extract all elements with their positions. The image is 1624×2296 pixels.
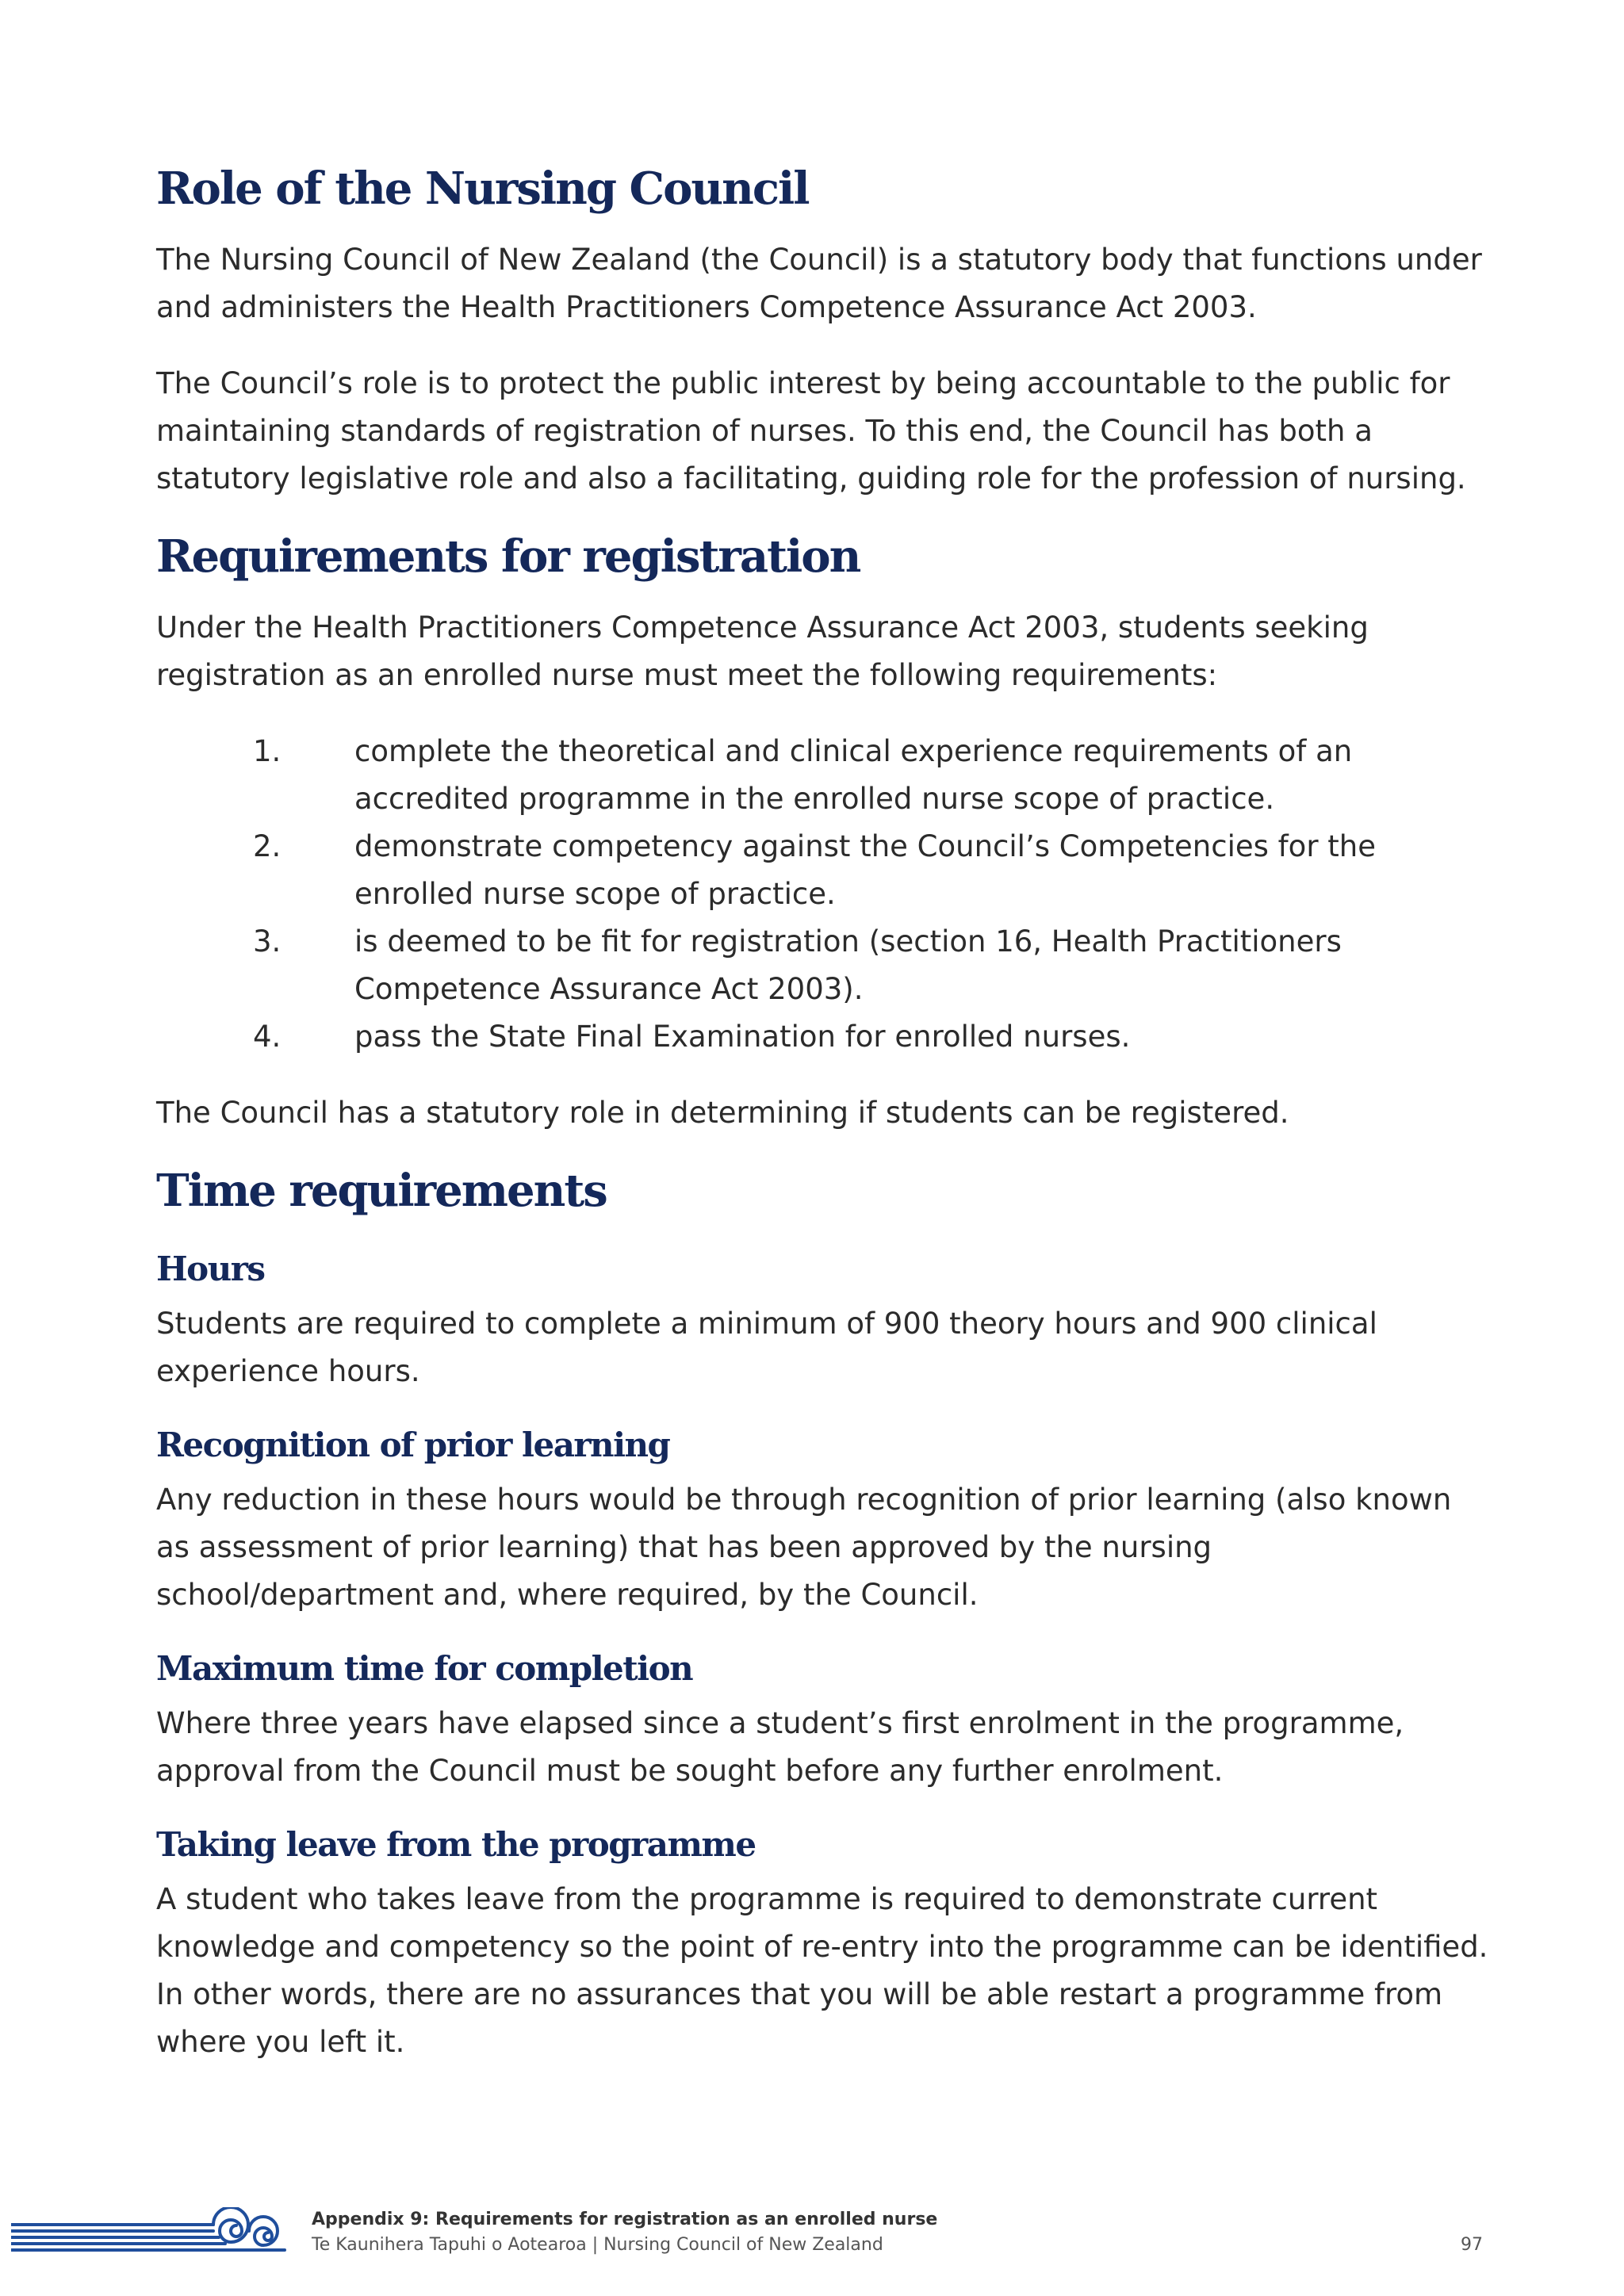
list-item-text: demonstrate competency against the Council’s Competencies for the enrolled nurse scope of practice. [354, 829, 1377, 911]
list-item-number: 1. [253, 734, 282, 768]
list-item [156, 1013, 1488, 1061]
footer-title: Appendix 9: Requirements for registration as an enrolled nurse [312, 2210, 938, 2229]
prior-learning-text: Any reduction in these hours would be through recognition of prior learning (also known as assessment of prior learning) that has been approved by the nursing school/department and, where required, by the Council. [156, 1483, 1452, 1612]
requirements-intro: Under the Health Practitioners Competence Assurance Act 2003, students seeking registration as an enrolled nurse must meet the following requirements: [156, 610, 1369, 692]
koru-wave-logo-icon [11, 2207, 293, 2255]
requirements-list [156, 728, 1488, 1061]
heading-time: Time requirements [156, 1165, 607, 1217]
heading-prior-learning: Recognition of prior learning [156, 1425, 670, 1464]
role-paragraph-2: The Council’s role is to protect the public interest by being accountable to the public for maintaining standards of registration of nurses. To this end, the Council has both a statutory legislative role and also a facilitating, guiding role for the profession of nursing. [156, 366, 1466, 496]
heading-hours: Hours [156, 1249, 265, 1288]
list-item-number: 3. [253, 924, 282, 959]
list-item [156, 823, 1488, 918]
heading-taking-leave: Taking leave from the programme [156, 1825, 756, 1864]
page-number: 97 [1461, 2235, 1483, 2255]
role-paragraph-1: The Nursing Council of New Zealand (the Council) is a statutory body that functions under and administers the Health Practitioners Competence Assurance Act 2003. [156, 243, 1482, 324]
list-item-number: 2. [253, 829, 282, 863]
heading-max-time: Maximum time for completion [156, 1649, 693, 1688]
taking-leave-text: A student who takes leave from the programme is required to demonstrate current knowledge and competency so the point of re-entry into the programme can be identified. In other words, there are no assurances that you will be able restart a programme from where you left it. [156, 1882, 1488, 2059]
list-item-text: pass the State Final Examination for enrolled nurses. [354, 1020, 1131, 1054]
list-item-number: 4. [253, 1020, 282, 1054]
list-item [156, 728, 1488, 823]
heading-requirements: Requirements for registration [156, 530, 860, 583]
heading-role: Role of the Nursing Council [156, 163, 809, 215]
max-time-text: Where three years have elapsed since a student’s first enrolment in the programme, approval from the Council must be sought before any further enrolment. [156, 1706, 1404, 1788]
requirements-closing: The Council has a statutory role in determining if students can be registered. [156, 1096, 1289, 1130]
footer-subtitle: Te Kaunihera Tapuhi o Aotearoa | Nursing Council of New Zealand [312, 2235, 883, 2255]
list-item-text: complete the theoretical and clinical experience requirements of an accredited programme in the enrolled nurse scope of practice. [354, 734, 1353, 816]
list-item [156, 918, 1488, 1013]
hours-text: Students are required to complete a minimum of 900 theory hours and 900 clinical experience hours. [156, 1307, 1377, 1388]
page-content [156, 155, 1488, 2066]
list-item-text: is deemed to be fit for registration (section 16, Health Practitioners Competence Assurance Act 2003). [354, 924, 1342, 1006]
